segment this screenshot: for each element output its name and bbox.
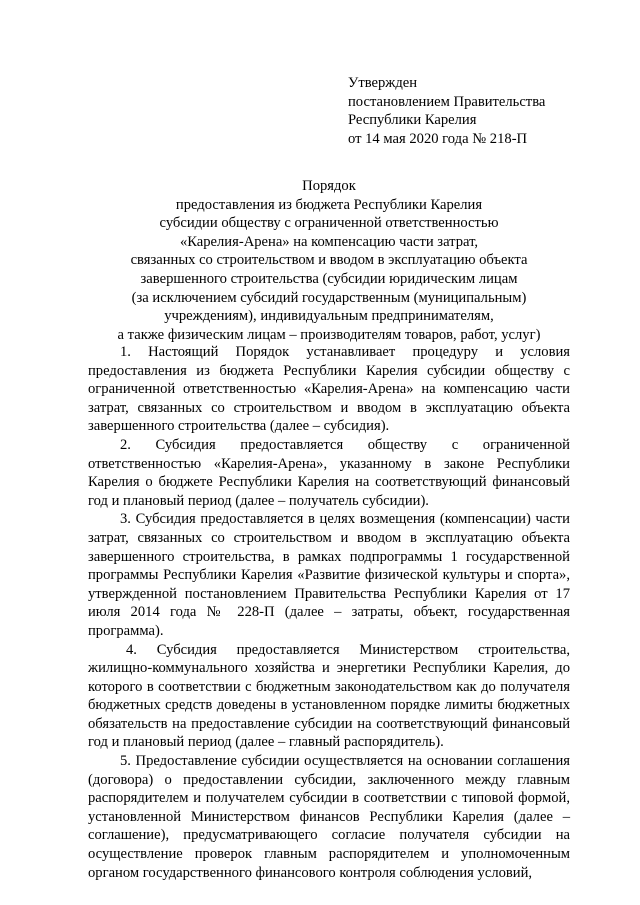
paragraph-4: 4. Субсидия предоставляется Министерством строительства, жилищно-коммунального хозяйства и энергетики Республики Карелия, до которого в соответствии с бюджетным законодательством как до получателя бюджетных средств доведены в установленном порядке лимиты бюджетных обязательств на предоставление субсидии на соответствующий финансовый год и плановый период (далее – главный распорядитель).	[88, 641, 570, 751]
paragraph-5: 5. Предоставление субсидии осуществляется на основании соглашения (договора) о предоставлении субсидии, заключенного между главным распорядителем и получателем субсидии в соответствии с типовой формой, установленной Министерством финансов Республики Карелия (далее – соглашение), предусматривающего согласие получателя субсидии на осуществление проверок главным распорядителем и уполномоченным органом государственного финансового контроля соблюдения условий,	[88, 753, 570, 881]
approval-line: от 14 мая 2020 года № 218-П	[348, 130, 528, 147]
approval-stamp	[348, 74, 618, 148]
title-line: завершенного строительства (субсидии юридическим лицам	[140, 270, 518, 287]
document-body	[88, 343, 570, 882]
title-line: субсидии обществу с ограниченной ответственностью	[159, 215, 499, 232]
title-line: а также физическим лицам – производителям товаров, работ, услуг)	[117, 326, 541, 343]
document-title	[88, 177, 570, 344]
paragraph-3: 3. Субсидия предоставляется в целях возмещения (компенсации) части затрат, связанных со строительством и вводом в эксплуатацию объекта завершенного строительства, в рамках подпрограммы 1 государственной программы Республики Карелия «Развитие физической культуры и спорта», утвержденной постановлением Правительства Республики Карелия от 17 июля 2014 года № 228-П (далее – затраты, объект, государственная программа).	[88, 511, 570, 639]
title-line: учреждениям), индивидуальным предпринимателям,	[164, 308, 494, 325]
title-line: (за исключением субсидий государственным (муниципальным)	[131, 289, 527, 306]
title-line: «Карелия-Арена» на компенсацию части затрат,	[179, 233, 479, 250]
title-line: предоставления из бюджета Республики Карелия	[175, 196, 483, 213]
approval-line: Республики Карелия	[348, 112, 477, 128]
paragraph-1: 1. Настоящий Порядок устанавливает процедуру и условия предоставления из бюджета Республики Карелия субсидии обществу с ограниченной ответственностью «Карелия-Арена» на компенсацию части затрат, связанных со строительством и вводом в эксплуатацию объекта завершенного строительства (далее – субсидия).	[88, 344, 570, 435]
paragraph-2: 2. Субсидия предоставляется обществу с ограниченной ответственностью «Карелия-Арена», указанному в законе Республики Карелия о бюджете Республики Карелия на соответствующий финансовый год и плановый период (далее – получатель субсидии).	[88, 436, 570, 509]
approval-line: постановлением Правительства	[348, 93, 546, 110]
title-heading: Порядок	[302, 178, 356, 194]
title-line: связанных со строительством и вводом в эксплуатацию объекта	[130, 252, 528, 269]
approval-line: Утвержден	[348, 75, 418, 91]
